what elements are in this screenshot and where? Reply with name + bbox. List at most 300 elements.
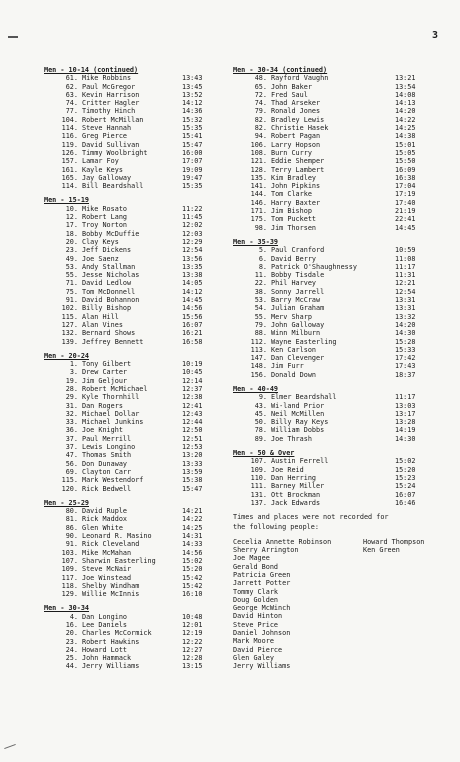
runner-name: Paul Cranford [271,246,325,255]
unrecorded-name: David Hinton [233,612,283,621]
runner-name: Tony Gilbert [82,360,132,369]
runner-name: Fred Saul [271,90,308,99]
unrecorded-name: Glen Galey [233,653,274,662]
section-heading [44,604,244,612]
finish-time: 12:14 [182,376,203,385]
section-heading [44,66,244,74]
runner-name: Patrick O'Shaughnessy [271,262,357,271]
runner-name: Ken Carlson [271,345,317,354]
place: 135. [250,173,267,182]
place: 6. [258,254,267,263]
finish-time: 11:17 [395,393,416,402]
finish-time: 10:19 [182,360,203,369]
finish-time: 15:33 [395,345,416,354]
result-row [233,255,453,263]
place: 146. [250,198,267,207]
runner-name: Sonny Jarrell [271,287,325,296]
place: 74. [254,99,267,108]
place: 49. [65,254,78,263]
runner-name: Tom Puckett [271,215,317,224]
place: 37. [65,434,78,443]
place: 82. [254,124,267,133]
runner-name: Andy Stallman [82,262,136,271]
place: 32. [65,409,78,418]
place: 12. [65,213,78,222]
place: 148. [250,362,267,371]
result-row [44,507,244,515]
place: 121. [250,157,267,166]
runner-name: Billy Ray Keys [271,418,329,427]
finish-time: 13:45 [182,82,203,91]
unrecorded-name: Daniel Johnson [233,629,291,637]
place: 107. [61,556,78,565]
finish-time: 13:38 [182,271,203,280]
result-row [233,329,453,337]
result-row [44,141,244,149]
place: 81. [65,515,78,524]
place: 161. [61,165,78,174]
runner-name: Mike McMahan [82,548,132,557]
finish-time: 11:17 [395,262,416,271]
place: 48. [254,74,267,83]
result-row [44,540,244,548]
place: 115. [61,312,78,321]
runner-name: Kyle Thornhill [82,393,140,402]
place: 53. [254,296,267,305]
place: 79. [254,320,267,329]
result-row [233,271,453,279]
place: 36. [65,426,78,435]
section-heading [233,449,453,457]
place: 71. [65,279,78,288]
runner-name: Kayle Keys [82,165,123,174]
result-row [44,662,244,670]
place: 157. [61,157,78,166]
result-row [233,410,453,418]
result-row [44,304,244,312]
finish-time: 14:56 [182,548,203,557]
result-row [44,296,244,304]
place: 5. [258,246,267,255]
runner-name: Winn Milburn [271,329,321,338]
place: 94. [254,132,267,141]
place: 19. [65,376,78,385]
result-row [44,557,244,565]
result-row [44,213,244,221]
finish-time: 14:25 [395,124,416,133]
runner-name: Steve Hannah [82,124,132,133]
result-row [44,271,244,279]
finish-time: 22:41 [395,215,416,224]
runner-name: Don Dunaway [82,459,128,468]
finish-time: 13:21 [395,74,416,83]
result-row [44,451,244,459]
finish-time: 14:30 [395,434,416,443]
place: 23. [65,246,78,255]
place: 116. [61,132,78,141]
runner-name: William Dobbs [271,426,325,435]
result-row [233,182,453,190]
runner-name: Rick Maddox [82,515,128,524]
runner-name: Alan Hill [82,312,119,321]
result-row [233,99,453,107]
finish-time: 11:31 [395,271,416,280]
finish-time: 12:50 [182,426,203,435]
result-row [233,304,453,312]
finish-time: 15:41 [182,132,203,141]
runner-name: Phil Harvey [271,279,317,288]
place: 8. [258,262,267,271]
result-row [44,393,244,401]
finish-time: 14:12 [182,99,203,108]
finish-time: 13:54 [395,82,416,91]
finish-time: 15:50 [395,157,416,166]
unrecorded-name: Ken Green [363,546,400,555]
finish-time: 12:54 [182,246,203,255]
runner-name: Charles McCormick [82,629,152,638]
result-row [44,166,244,174]
result-row [233,435,453,443]
finish-time: 13:31 [395,296,416,305]
runner-name: Lee Daniels [82,621,128,629]
result-row [233,482,453,490]
finish-time: 10:48 [182,612,203,621]
results-section [233,66,453,232]
runner-name: Robert Lang [82,213,128,222]
place: 11. [254,271,267,280]
section-heading-text: Men - 50 & Over [233,449,295,458]
place: 132. [61,329,78,338]
runner-name: Timothy Hinch [82,107,136,116]
result-row [44,629,244,637]
result-row [233,296,453,304]
finish-time: 14:38 [395,132,416,141]
place: 104. [61,115,78,124]
runner-name: Leonard R. Masino [82,532,152,541]
place: 17. [65,221,78,230]
finish-time: 15:47 [182,140,203,149]
runner-name: Barney Miller [271,482,325,491]
finish-time: 12:41 [182,401,203,410]
finish-time: 14:22 [395,115,416,124]
finish-time: 16:38 [395,173,416,182]
runner-name: Howard Lott [82,645,128,654]
unrecorded-name: Sherry Arrington [233,546,299,555]
result-row [44,74,244,82]
place: 110. [250,473,267,482]
place: 53. [65,262,78,271]
result-row [233,166,453,174]
finish-time: 13:43 [182,74,203,83]
section-heading-text: Men - 25-29 [44,498,90,507]
runner-name: Dan Herring [271,473,317,482]
unrecorded-name: Jerry Williams [233,662,291,671]
result-row [233,83,453,91]
finish-time: 15:23 [395,473,416,482]
runner-name: David Bohannon [82,296,140,305]
result-row [44,116,244,124]
result-row [44,255,244,263]
place: 69. [65,467,78,476]
note-line-2: the following people: [233,523,319,532]
result-row [44,565,244,573]
place: 38. [254,287,267,296]
finish-time: 19:47 [182,173,203,182]
finish-time: 12:01 [182,621,203,629]
place: 16. [65,621,78,629]
finish-time: 14:05 [182,279,203,288]
result-row [44,124,244,132]
runner-name: Robert Pagan [271,132,321,141]
section-heading [233,385,453,393]
section-heading-text: Men - 40-49 [233,384,279,393]
unrecorded-note [233,513,453,670]
finish-time: 12:38 [182,393,203,402]
place: 20. [65,237,78,246]
place: 62. [65,82,78,91]
finish-time: 12:19 [182,629,203,638]
section-heading [44,196,244,204]
place: 90. [65,532,78,541]
runner-name: Dan Clevenger [271,354,325,363]
place: 113. [250,345,267,354]
runner-name: Joe Winstead [82,573,132,582]
results-section [44,352,244,493]
finish-time: 10:59 [395,246,416,255]
runner-name: Billy Bishop [82,304,132,313]
place: 89. [254,434,267,443]
runner-name: Harry Baxter [271,198,321,207]
result-row [233,246,453,254]
result-row [44,646,244,654]
section-heading-text: Men - 20-24 [44,351,90,360]
runner-name: Tom McDonnell [82,287,136,296]
runner-name: Larry Hopson [271,140,321,149]
runner-name: Kim Bradley [271,173,317,182]
finish-time: 14:30 [395,329,416,338]
runner-name: Joe Reid [271,465,304,474]
runner-name: Timmy Woolbright [82,148,148,157]
result-row [44,418,244,426]
place: 91. [65,540,78,549]
place: 28. [65,384,78,393]
finish-time: 15:47 [182,484,203,493]
result-row [233,224,453,232]
result-row [44,574,244,582]
result-row [233,346,453,354]
place: 50. [254,418,267,427]
finish-time: 12:22 [182,637,203,646]
place: 165. [61,173,78,182]
section-heading [44,352,244,360]
result-row [233,132,453,140]
result-row [233,354,453,362]
place: 9. [258,393,267,402]
finish-time: 17:07 [182,157,203,166]
runner-name: John Baker [271,82,312,91]
runner-name: Mike Rosato [82,204,128,213]
section-heading [233,66,453,74]
result-row [233,499,453,507]
runner-name: Terry Lambert [271,165,325,174]
result-row [233,338,453,346]
result-row [44,149,244,157]
finish-time: 10:45 [182,368,203,377]
place: 137. [250,498,267,507]
result-row [44,468,244,476]
result-row [44,385,244,393]
unrecorded-name: David Pierce [233,645,283,654]
finish-time: 13:56 [182,254,203,263]
finish-time: 14:56 [182,304,203,313]
place: 33. [65,418,78,427]
unrecorded-list [233,554,453,670]
finish-time: 13:28 [395,418,416,427]
finish-time: 14:31 [182,532,203,541]
result-row [44,205,244,213]
place: 78. [254,426,267,435]
finish-time: 15:20 [182,565,203,574]
finish-time: 16:00 [182,148,203,157]
result-row [233,371,453,379]
result-row [44,83,244,91]
runner-name: Burn Curry [271,148,312,157]
place: 80. [65,507,78,516]
result-row [44,279,244,287]
runner-name: Joe Saenz [82,254,119,263]
finish-time: 12:44 [182,418,203,427]
results-section [233,238,453,379]
place: 31. [65,401,78,410]
result-row [233,313,453,321]
place: 147. [250,354,267,363]
runner-name: David Sullivan [82,140,140,149]
finish-time: 12:54 [395,287,416,296]
finish-time: 14:25 [182,523,203,532]
result-row [233,418,453,426]
place: 114. [61,182,78,191]
place: 20. [65,629,78,638]
section-heading [233,238,453,246]
finish-time: 15:01 [395,140,416,149]
result-row [233,149,453,157]
result-row [44,338,244,346]
result-row [44,238,244,246]
finish-time: 12:28 [182,654,203,663]
result-row [233,190,453,198]
place: 144. [250,190,267,199]
finish-time: 15:02 [395,457,416,466]
finish-time: 17:40 [395,198,416,207]
runner-name: David Berry [271,254,317,263]
result-row [233,279,453,287]
runner-name: Glen White [82,523,123,532]
runner-name: Jeffrey Bennett [82,337,144,346]
place: 23. [65,637,78,646]
right-sections [233,66,453,507]
finish-time: 13:03 [395,401,416,410]
result-row [233,124,453,132]
runner-name: Jay Galloway [82,173,132,182]
place: 63. [65,90,78,99]
result-row [44,91,244,99]
place: 139. [61,337,78,346]
finish-time: 11:45 [182,213,203,222]
unrecorded-name: Tommy Clark [233,587,279,596]
runner-name: Joe Knight [82,426,123,435]
results-section [233,449,453,507]
result-row [233,207,453,215]
result-row [233,362,453,370]
runner-name: Dan Longino [82,612,128,621]
runner-name: Jim Geljour [82,376,128,385]
finish-time: 12:53 [182,443,203,452]
finish-time: 16:07 [395,490,416,499]
place: 106. [250,140,267,149]
finish-time: 12:03 [182,229,203,238]
result-row [44,435,244,443]
result-row [44,360,244,368]
left-column [44,66,244,677]
finish-time: 15:42 [182,581,203,590]
unrecorded-name: Jarrett Potter [233,579,291,588]
finish-time: 15:38 [182,476,203,485]
place: 88. [254,329,267,338]
runner-name: John Hammack [82,654,132,663]
place: 65. [254,82,267,91]
place: 54. [254,304,267,313]
place: 24. [65,645,78,654]
runner-name: Bobby McDuffie [82,229,140,238]
runner-name: Thomas Smith [82,451,132,460]
runner-name: Clayton Carr [82,467,132,476]
result-row [44,613,244,621]
finish-time: 15:56 [182,312,203,321]
place: 72. [254,90,267,99]
result-row [44,654,244,662]
place: 4. [69,612,78,621]
place: 111. [250,482,267,491]
unrecorded-name: Steve Price [233,620,279,629]
result-row [44,221,244,229]
place: 74. [65,99,78,108]
result-row [233,321,453,329]
place: 171. [250,207,267,216]
runner-name: Critter Hagler [82,99,140,108]
result-row [233,426,453,434]
runner-name: Jesse Nicholas [82,271,140,280]
finish-time: 11:22 [182,204,203,213]
runner-name: Bradley Lewis [271,115,325,124]
place: 117. [61,573,78,582]
finish-time: 11:08 [395,254,416,263]
runner-name: Dan Rogers [82,401,123,410]
finish-time: 15:35 [182,124,203,133]
result-row [44,410,244,418]
result-row [233,116,453,124]
runner-name: Shelby Windham [82,581,140,590]
result-row [233,74,453,82]
finish-time: 14:20 [395,107,416,116]
result-row [44,524,244,532]
runner-name: Robert Hawkins [82,637,140,646]
place: 119. [61,140,78,149]
place: 3. [69,368,78,377]
finish-time: 15:32 [182,115,203,124]
place: 114. [61,124,78,133]
result-row [44,157,244,165]
runner-name: Jerry Williams [82,662,140,671]
